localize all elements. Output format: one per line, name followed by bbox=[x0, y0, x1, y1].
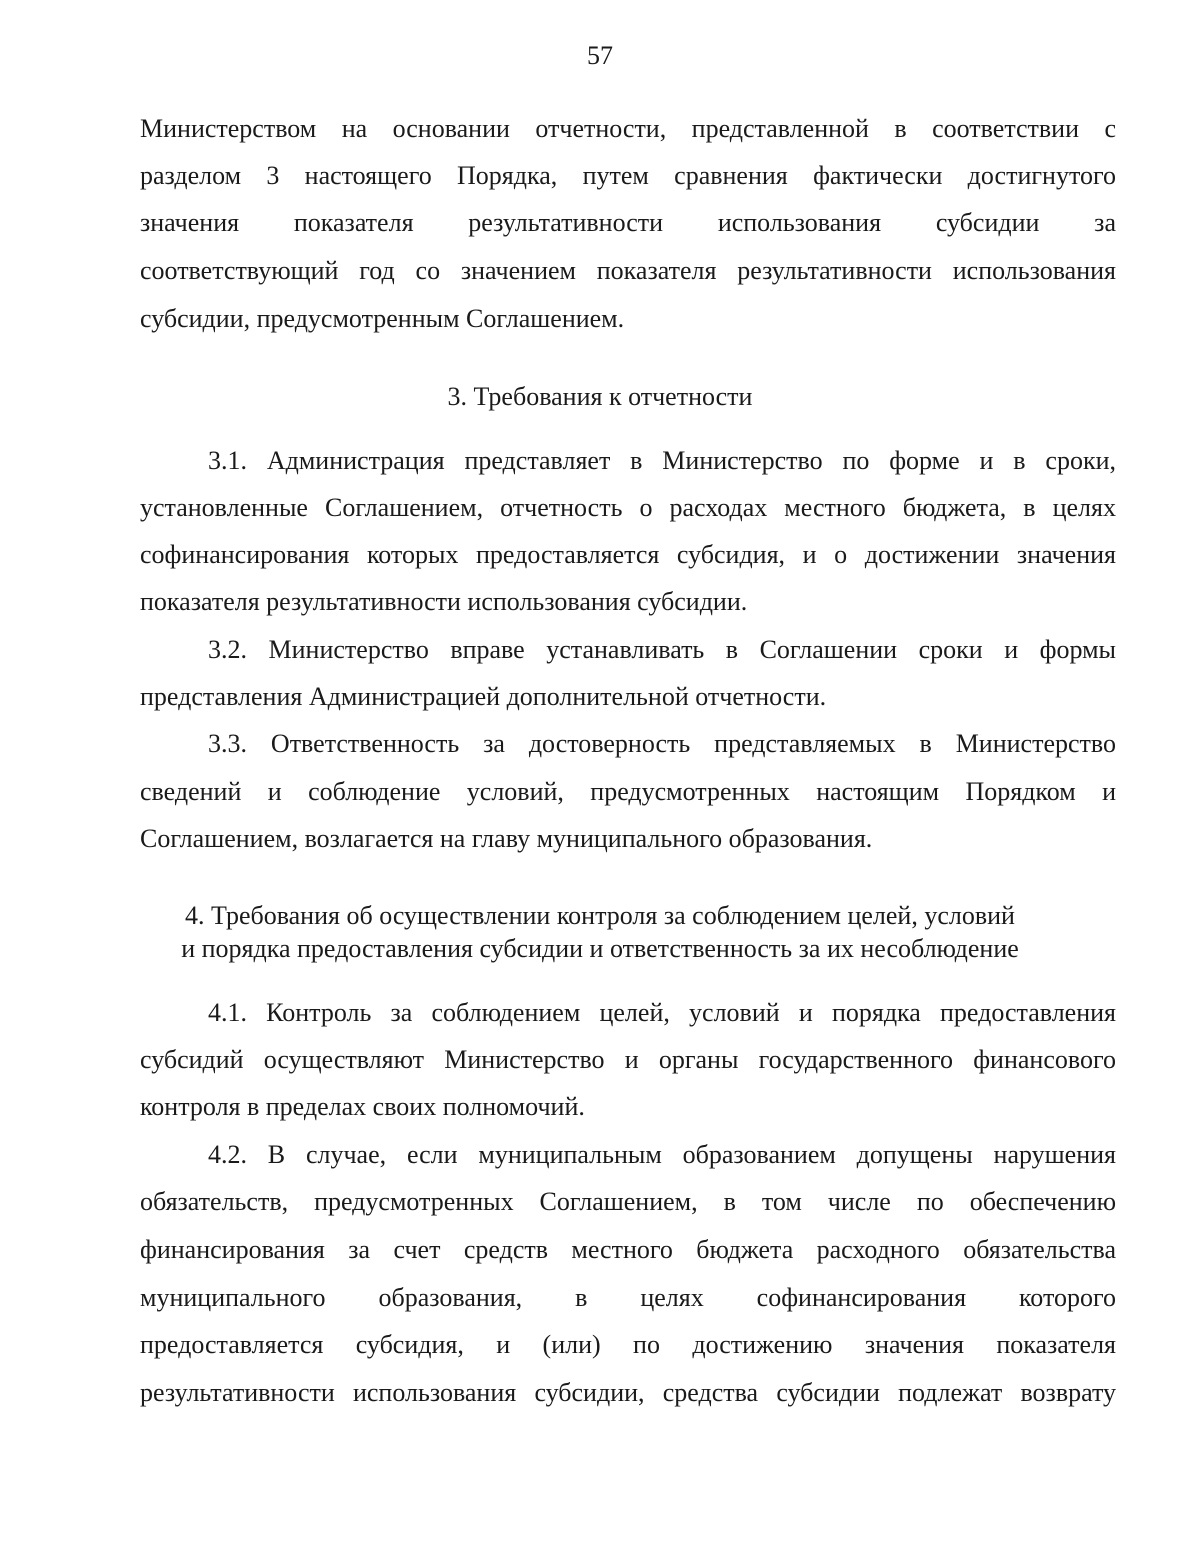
paragraph-4-1-line: 4.1. Контроль за соблюдением целей, условий и порядка предоставления bbox=[208, 998, 1116, 1027]
paragraph-3-1-line: установленные Соглашением, отчетность о расходах местного бюджета, в целях bbox=[140, 493, 1116, 522]
paragraph-4-2-line: обязательств, предусмотренных Соглашением, в том числе по обеспечению bbox=[140, 1187, 1116, 1216]
paragraph-3-3-line: 3.3. Ответственность за достоверность представляемых в Министерство bbox=[208, 729, 1116, 758]
paragraph-line: разделом 3 настоящего Порядка, путем сравнения фактически достигнутого bbox=[140, 161, 1116, 190]
paragraph-line: Министерством на основании отчетности, представленной в соответствии с bbox=[140, 114, 1116, 143]
paragraph-4-1-line: контроля в пределах своих полномочий. bbox=[140, 1092, 585, 1121]
paragraph-4-2-line: 4.2. В случае, если муниципальным образованием допущены нарушения bbox=[208, 1140, 1116, 1169]
paragraph-3-3-line: Соглашением, возлагается на главу муниципального образования. bbox=[140, 824, 873, 853]
paragraph-4-1-line: субсидий осуществляют Министерство и органы государственного финансового bbox=[140, 1045, 1116, 1074]
paragraph-4-2-line: муниципального образования, в целях софинансирования которого bbox=[140, 1283, 1116, 1312]
paragraph-3-1-line: показателя результативности использования субсидии. bbox=[140, 587, 748, 616]
paragraph-3-2-line: 3.2. Министерство вправе устанавливать в Соглашении сроки и формы bbox=[208, 635, 1116, 664]
paragraph-3-2-line: представления Администрацией дополнительной отчетности. bbox=[140, 682, 827, 711]
paragraph-line: соответствующий год со значением показателя результативности использования bbox=[140, 256, 1116, 285]
section-4-heading-line: и порядка предоставления субсидии и ответственность за их несоблюдение bbox=[181, 934, 1019, 963]
paragraph-4-2-line: финансирования за счет средств местного бюджета расходного обязательства bbox=[140, 1235, 1116, 1264]
section-4-heading-line: 4. Требования об осуществлении контроля за соблюдением целей, условий bbox=[185, 901, 1015, 930]
section-3-heading: 3. Требования к отчетности bbox=[447, 382, 753, 411]
paragraph-line: субсидии, предусмотренным Соглашением. bbox=[140, 304, 625, 333]
paragraph-3-3-line: сведений и соблюдение условий, предусмотренных настоящим Порядком и bbox=[140, 777, 1116, 806]
paragraph-3-1-line: софинансирования которых предоставляется субсидия, и о достижении значения bbox=[140, 540, 1116, 569]
paragraph-4-2-line: предоставляется субсидия, и (или) по достижению значения показателя bbox=[140, 1330, 1116, 1359]
paragraph-line: значения показателя результативности использования субсидии за bbox=[140, 208, 1116, 237]
paragraph-3-1-line: 3.1. Администрация представляет в Министерство по форме и в сроки, bbox=[208, 446, 1116, 475]
page-number: 57 bbox=[587, 41, 613, 70]
paragraph-4-2-line: результативности использования субсидии, средства субсидии подлежат возврату bbox=[140, 1378, 1116, 1407]
